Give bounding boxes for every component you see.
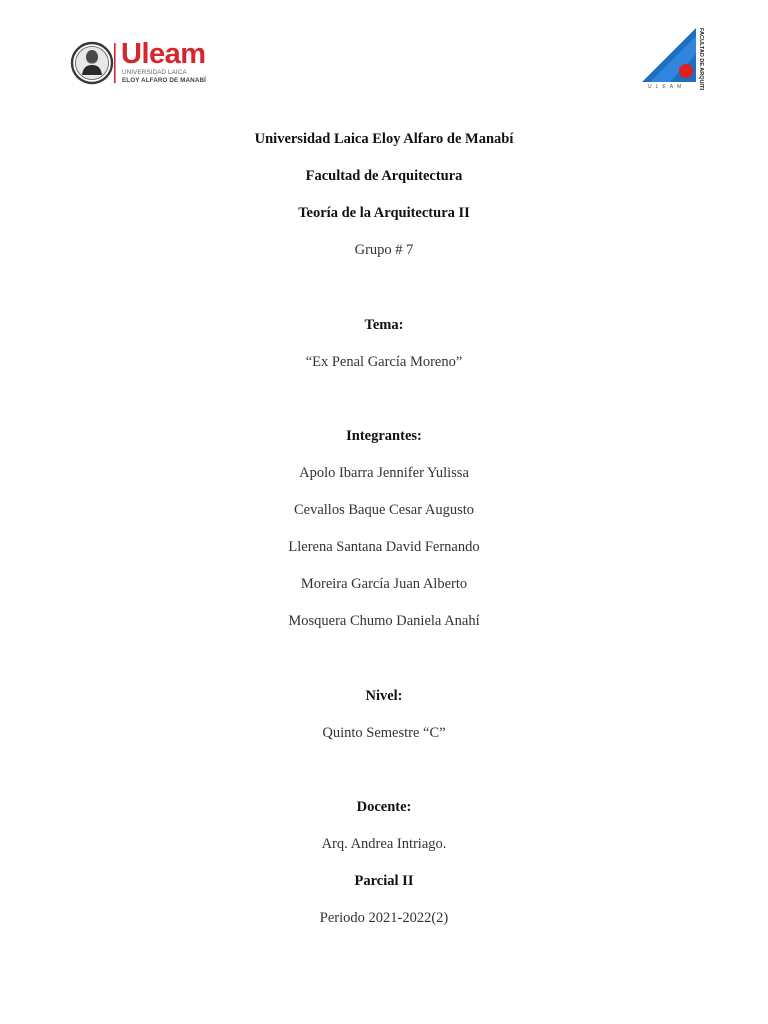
member-item: Cevallos Baque Cesar Augusto <box>293 502 475 518</box>
members-label: Integrantes: <box>346 428 422 444</box>
faculty-name: Facultad de Arquitectura <box>305 168 463 184</box>
member-item: Llerena Santana David Fernando <box>288 539 480 555</box>
level-label: Nivel: <box>365 688 403 704</box>
topic-text: “Ex Penal García Moreno” <box>305 354 463 370</box>
uleam-subtitle-1: UNIVERSIDAD LAICA <box>122 69 187 76</box>
member-item: Apolo Ibarra Jennifer Yulissa <box>299 465 469 481</box>
member-item: Mosquera Chumo Daniela Anahí <box>288 613 480 629</box>
partial-label: Parcial II <box>354 873 414 889</box>
svg-text:ULEAM: ULEAM <box>648 84 686 90</box>
architecture-faculty-logo <box>640 24 716 90</box>
uleam-wordmark: Uleam <box>121 38 206 70</box>
uleam-logo <box>70 40 220 88</box>
period-text: Periodo 2021-2022(2) <box>319 910 449 926</box>
triangle-logo-icon <box>640 24 716 90</box>
teacher-label: Docente: <box>356 799 412 815</box>
eloy-alfaro-portrait-icon <box>70 40 118 88</box>
teacher-name: Arq. Andrea Intriago. <box>321 836 447 852</box>
uleam-subtitle-2: ELOY ALFARO DE MANABÍ <box>122 77 206 84</box>
group-number: Grupo # 7 <box>354 242 414 258</box>
faculty-vertical-text: FACULTAD DE ARQUITECTURA <box>698 28 704 90</box>
university-name: Universidad Laica Eloy Alfaro de Manabí <box>254 131 514 147</box>
topic-label: Tema: <box>364 317 404 333</box>
member-item: Moreira García Juan Alberto <box>300 576 468 592</box>
subject-name: Teoría de la Arquitectura II <box>298 205 470 221</box>
level-text: Quinto Semestre “C” <box>322 725 446 741</box>
